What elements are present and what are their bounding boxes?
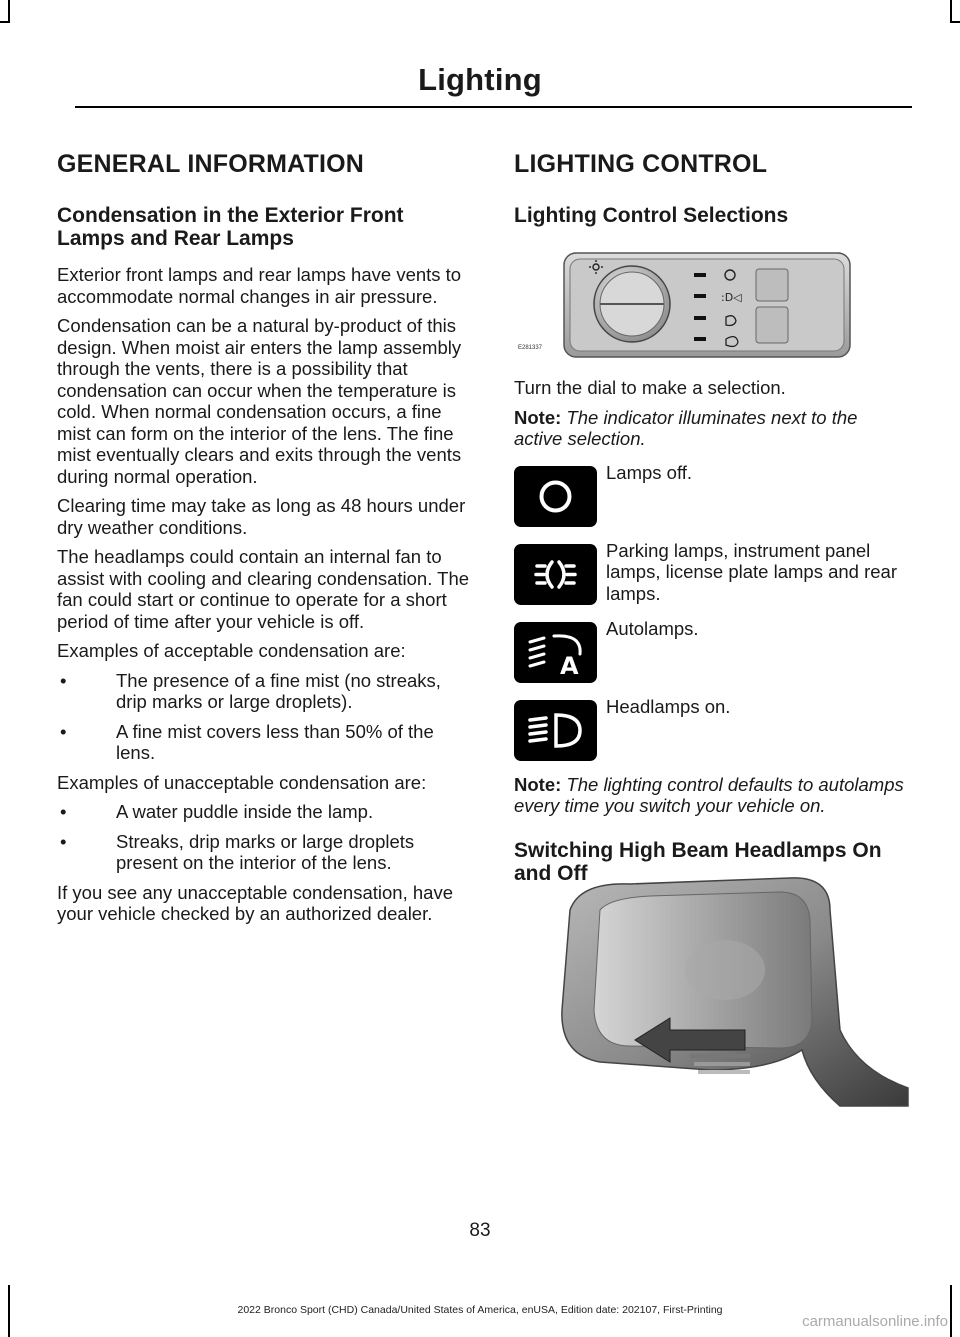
footer-text: 2022 Bronco Sport (CHD) Canada/United States of America, enUSA, Edition date: 202107, First-Printing (237, 1304, 723, 1316)
figure-code: E281337 (518, 345, 543, 351)
svg-text:A: A (560, 651, 579, 680)
list-item: • A water puddle inside the lamp. (57, 801, 475, 823)
page-title: Lighting (418, 62, 542, 97)
section-heading: GENERAL INFORMATION (57, 150, 365, 178)
selection-label: Lamps off. (606, 461, 693, 483)
paragraph: Examples of unacceptable condensation are: (57, 771, 427, 793)
unacceptable-list (57, 801, 475, 874)
list-item: • Streaks, drip marks or large droplets present on the interior of the lens. (57, 831, 475, 874)
svg-text::D◁: :D◁ (721, 291, 742, 304)
note-text: The indicator illuminates next to the active selection. (514, 406, 858, 449)
high-beam-figure (540, 870, 910, 1110)
paragraph: Turn the dial to make a selection. (514, 377, 786, 398)
note-text: The lighting control defaults to autolamps every time you switch your vehicle on. (514, 773, 904, 816)
paragraph: Condensation can be a natural by-product of this design. When moist air enters the lamp assembly through the vents, there is a possibility that condensation can occur when the temperature is cold. When normal condensation occurs, a fine mist can form on the interior of the lens. The fine mist eventually clears and exits through the vents during normal operation. (57, 315, 462, 487)
acceptable-list (57, 670, 475, 764)
watermark: carmanualsonline.info (802, 1313, 948, 1330)
selection-row (514, 618, 909, 686)
section-heading: LIGHTING CONTROL (514, 150, 768, 178)
selection-label: Autolamps. (606, 617, 699, 639)
list-item: • A fine mist covers less than 50% of the lens. (57, 721, 475, 764)
left-column (57, 150, 475, 933)
subsection-heading: Lighting Control Selections (514, 204, 789, 227)
parking-lamps-icon (514, 544, 597, 605)
note (514, 774, 909, 817)
paragraph: The headlamps could contain an internal fan to assist with cooling and clearing condensation. The fan could start or continue to operate for a short period of time after your vehicle is off. (57, 546, 470, 632)
list-item: • The presence of a fine mist (no streaks, drip marks or large droplets). (57, 670, 475, 713)
note-label: Note: (514, 406, 562, 428)
headlamps-on-icon (514, 700, 597, 761)
crop-mark (0, 21, 10, 23)
autolamps-icon (514, 622, 597, 683)
page-number: 83 (469, 1220, 491, 1241)
turn-signal-lever-illustration (540, 870, 910, 1110)
selection-label: Parking lamps, instrument panel lamps, license plate lamps and rear lamps. (606, 539, 898, 604)
selection-label: Headlamps on. (606, 695, 731, 717)
note (514, 407, 909, 450)
paragraph: Exterior front lamps and rear lamps have vents to accommodate normal changes in air pressure. (57, 264, 462, 307)
selection-row (514, 696, 909, 764)
paragraph: Examples of acceptable condensation are: (57, 640, 406, 661)
subsection-heading: Condensation in the Exterior Front Lamps and Rear Lamps (57, 204, 404, 250)
lamps-off-icon (514, 466, 597, 527)
crop-mark (8, 0, 10, 22)
selection-row (514, 540, 909, 608)
lighting-switch-illustration (514, 247, 909, 359)
right-column (514, 150, 909, 899)
note-label: Note: (514, 773, 562, 795)
crop-mark (950, 0, 952, 22)
paragraph: If you see any unacceptable condensation, have your vehicle checked by an authorized dealer. (57, 881, 453, 924)
paragraph: Clearing time may take as long as 48 hours under dry weather conditions. (57, 495, 466, 538)
crop-mark (950, 21, 960, 23)
lighting-control-figure (514, 247, 909, 359)
subsection-heading: Switching High Beam Headlamps On and Off (514, 838, 882, 885)
selection-row (514, 462, 909, 530)
header-divider (75, 106, 912, 108)
